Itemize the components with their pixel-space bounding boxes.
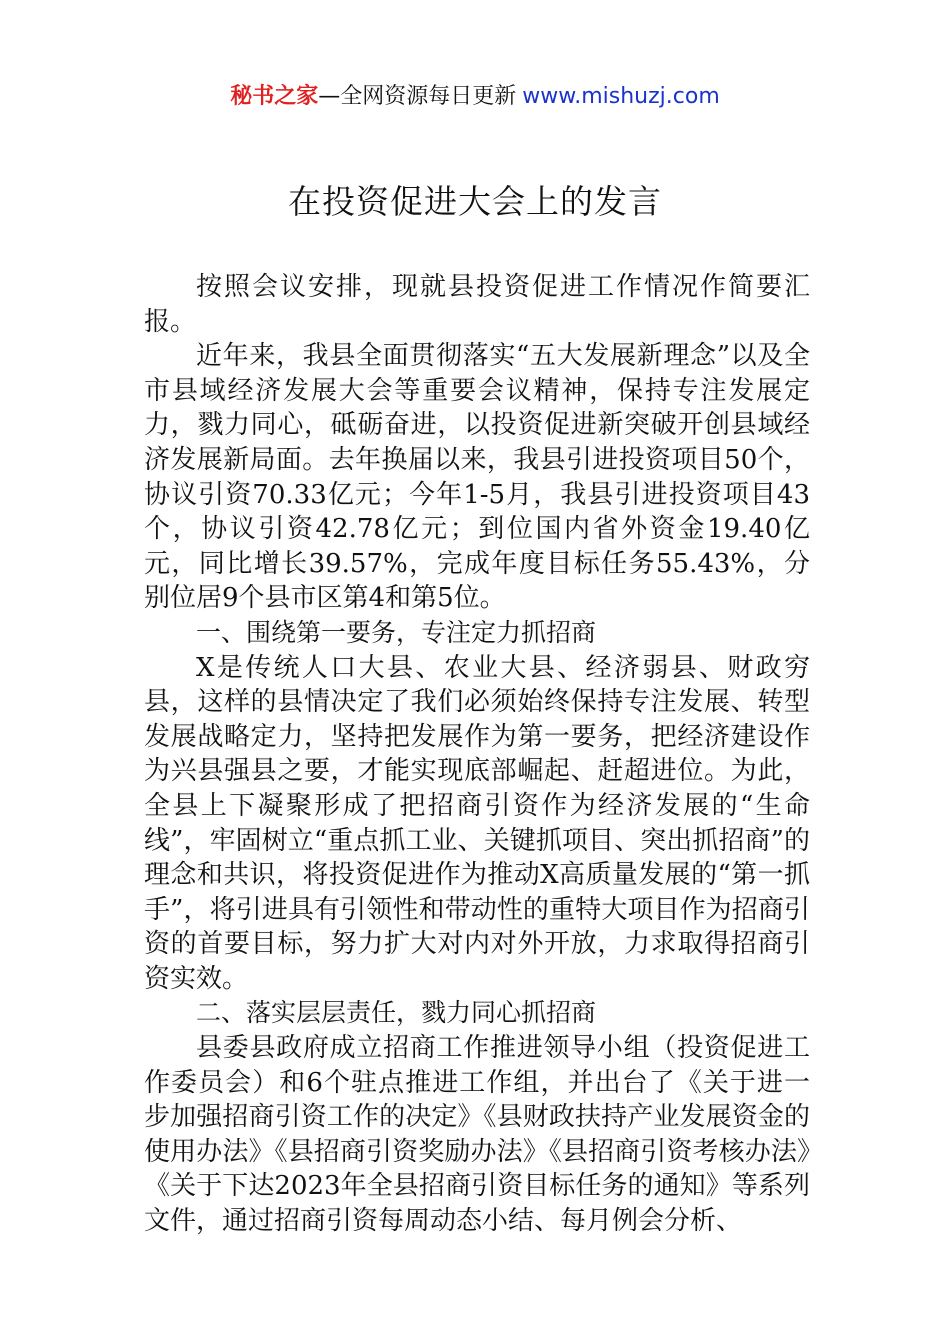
document-title: 在投资促进大会上的发言 [288, 182, 662, 221]
section-heading-2: 二、落实层层责任，戮力同心抓招商 [196, 998, 597, 1028]
section-heading-1: 一、围绕第一要务，专注定力抓招商 [196, 617, 597, 647]
header-tagline: —全网资源每日更新 [318, 84, 517, 109]
document-body [144, 270, 810, 1239]
site-url-link[interactable]: www.mishuzj.com [522, 84, 720, 109]
paragraph-section-2: 县委县政府成立招商工作推进领导小组（投资促进工作委员会）和6个驻点推进工作组，并出台了《关于进一步加强招商引资工作的决定》《县财政扶持产业发展资金的使用办法》《县招商引资奖励办法》《县招商引资考核办法》《关于下达2023年全县招商引资目标任务的通知》等系列文件，通过招商引资每周动态小结、每月例会分析、 [144, 1033, 810, 1237]
paragraph-overview: 近年来，我县全面贯彻落实“五大发展新理念”以及全市县域经济发展大会等重要会议精神，保持专注发展定力，戮力同心，砥砺奋进，以投资促进新突破开创县域经济发展新局面。去年换届以来，我县引进投资项目50个，协议引资70.33亿元；今年1-5月，我县引进投资项目43个，协议引资42.78亿元；到位国内省外资金19.40亿元，同比增长39.57%，完成年度目标任务55.43%，分别位居9个县市区第4和第5位。 [144, 341, 810, 614]
page-header [0, 82, 950, 112]
paragraph-intro: 按照会议安排，现就县投资促进工作情况作简要汇报。 [144, 272, 810, 337]
brand-name: 秘书之家 [230, 84, 319, 109]
paragraph-section-1: X是传统人口大县、农业大县、经济弱县、财政穷县，这样的县情决定了我们必须始终保持专注发展、转型发展战略定力，坚持把发展作为第一要务，把经济建设作为兴县强县之要，才能实现底部崛起、赶超进位。为此，全县上下凝聚形成了把招商引资作为经济发展的“生命线”，牢固树立“重点抓工业、关键抓项目、突出抓招商”的理念和共识，将投资促进作为推动X高质量发展的“第一抓手”，将引进具有引领性和带动性的重特大项目作为招商引资的首要目标，努力扩大对内对外开放，力求取得招商引资实效。 [144, 652, 810, 994]
